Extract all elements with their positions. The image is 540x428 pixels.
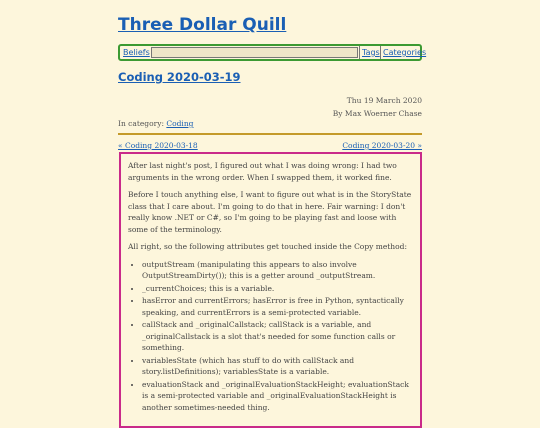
list-item: • callStack and _originalCallstack; callStack is a variable, and _originalCallstack is a slot that's needed for some function calls or something.	[142, 319, 413, 354]
nav-beliefs-link[interactable]: Beliefs	[123, 48, 150, 57]
paragraph: All right, so the following attributes get touched inside the Copy method:	[128, 242, 407, 251]
post-content	[119, 152, 422, 428]
post-title-link[interactable]: Coding 2020-03-19	[118, 70, 241, 84]
list-item: • _currentChoices; this is a variable.	[142, 283, 413, 295]
site-title-link[interactable]: Three Dollar Quill	[118, 15, 287, 35]
post-author: By Max Woerner Chase	[332, 109, 422, 118]
category-prefix: In category:	[118, 119, 167, 128]
list-item: • variablesState (which has stuff to do with callStack and story.listDefinitions); variablesState is a variable.	[142, 355, 413, 378]
divider	[118, 133, 422, 135]
category-link[interactable]: Coding	[166, 119, 194, 128]
paragraph: Before I touch anything else, I want to figure out what is in the StoryState class that I care about. I'm going to do that in here. Fair warning: I don't really know .NET or C#, so I'm going to be playing fast and loose with some of the terminology.	[128, 190, 412, 234]
prev-post-link[interactable]: « Coding 2020-03-18	[118, 141, 198, 150]
paragraph: After last night's post, I figured out what I was doing wrong: I had two arguments in the wrong order. When I swapped them, it worked fine.	[128, 161, 397, 182]
list-item: • outputStream (manipulating this appears to also involve OutputStreamDirty()); this is a getter around _outputStream.	[142, 259, 413, 282]
post-date: Thu 19 March 2020	[346, 96, 422, 105]
search-input[interactable]	[151, 47, 358, 58]
list-item: • evaluationStack and _originalEvaluationStackHeight; evaluationStack is a semi-protected variable and _originalEvaluationStackHeight is another sometimes-needed thing.	[142, 379, 413, 414]
next-post-link[interactable]: Coding 2020-03-20 »	[342, 141, 422, 150]
nav-tags-link[interactable]: Tags	[359, 46, 382, 59]
nav-categories-link[interactable]: Categories	[380, 46, 428, 59]
attribute-list	[128, 259, 413, 414]
post-category	[118, 119, 193, 128]
list-item: • hasError and currentErrors; hasError is free in Python, syntactically speaking, and currentErrors is a semi-protected variable.	[142, 295, 413, 318]
nav-bar	[118, 44, 427, 61]
